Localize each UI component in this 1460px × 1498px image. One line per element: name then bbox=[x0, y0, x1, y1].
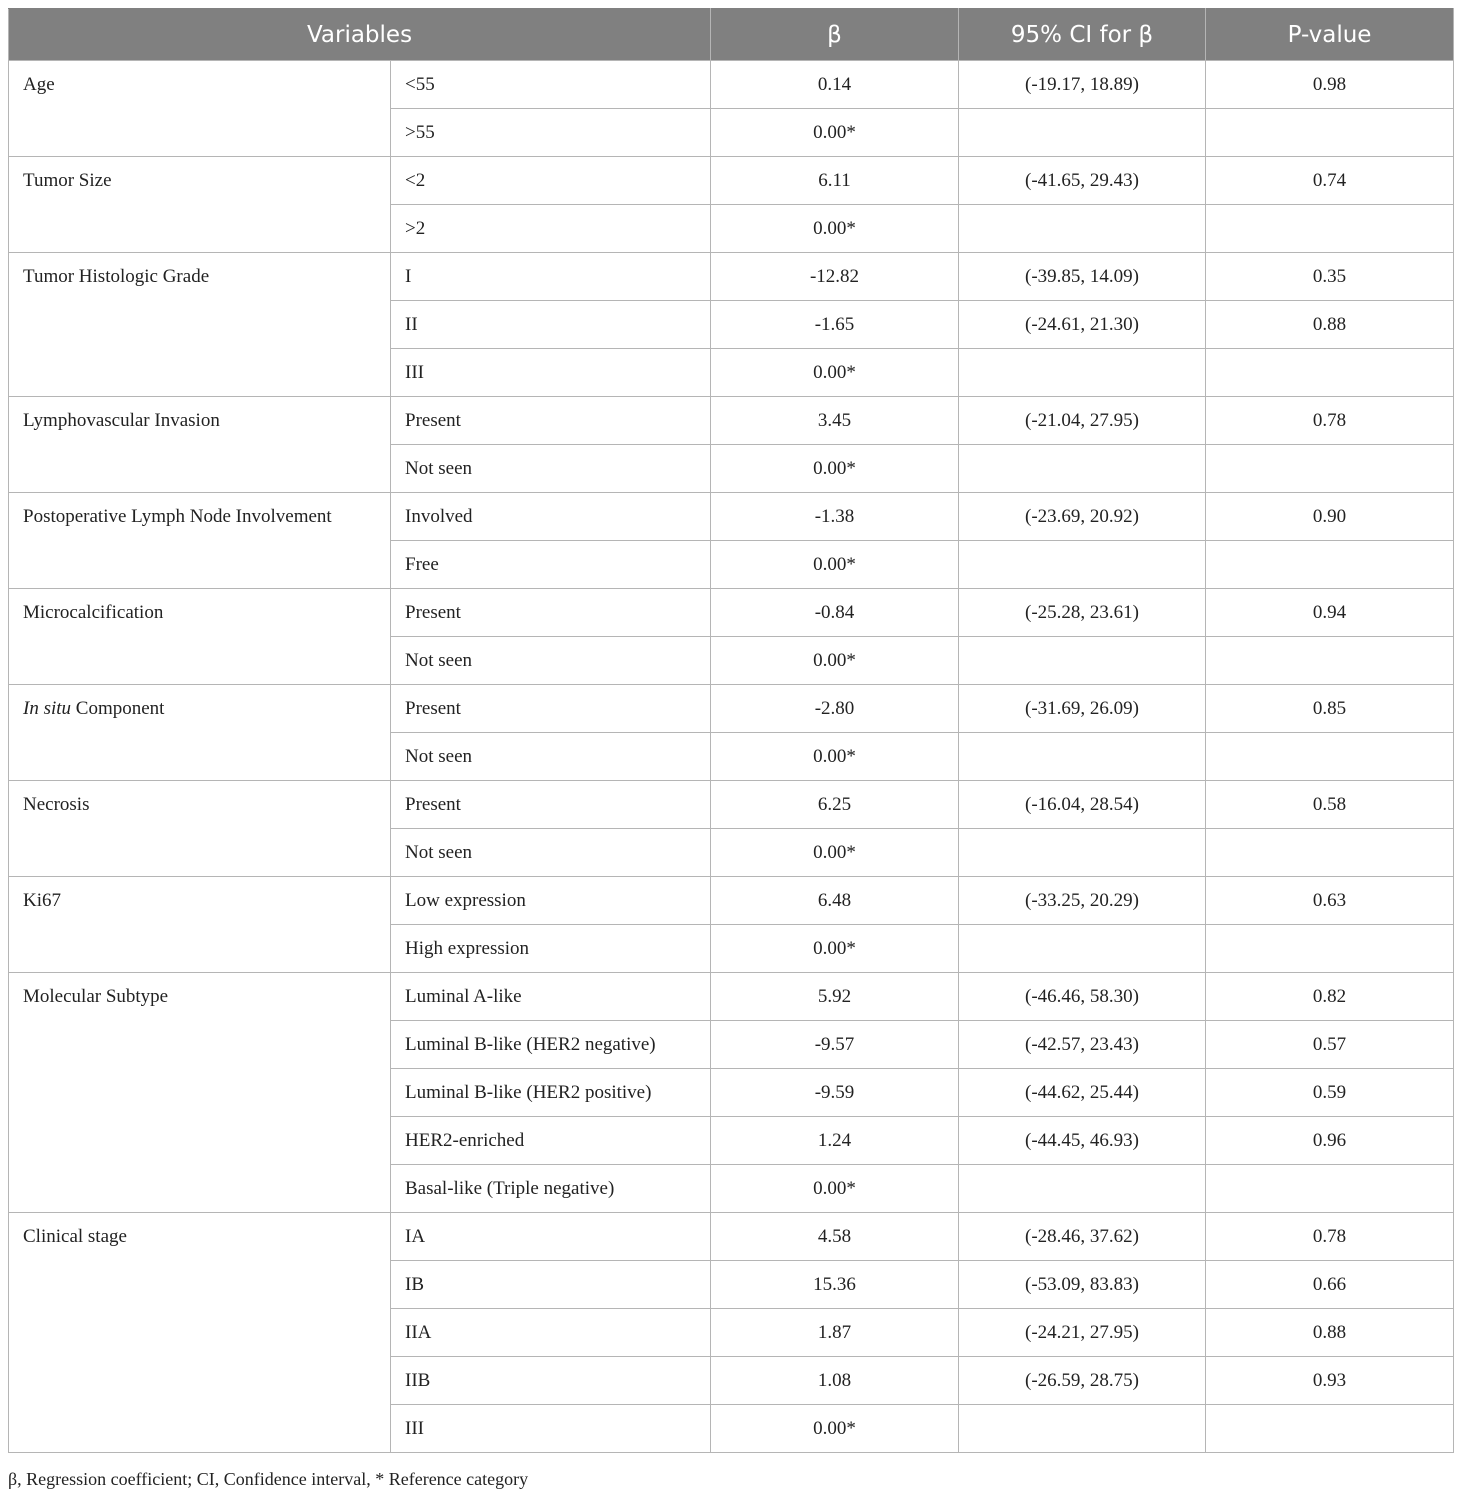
category-cell: Not seen bbox=[391, 829, 711, 877]
ci-cell: (-31.69, 26.09) bbox=[959, 685, 1206, 733]
ci-cell: (-39.85, 14.09) bbox=[959, 253, 1206, 301]
pvalue-cell bbox=[1206, 205, 1454, 253]
category-cell: High expression bbox=[391, 925, 711, 973]
pvalue-cell bbox=[1206, 349, 1454, 397]
pvalue-cell bbox=[1206, 109, 1454, 157]
header-variables: Variables bbox=[9, 9, 711, 61]
ci-cell bbox=[959, 829, 1206, 877]
category-cell: III bbox=[391, 349, 711, 397]
ci-cell bbox=[959, 445, 1206, 493]
beta-cell: 0.00* bbox=[711, 445, 959, 493]
beta-cell: 3.45 bbox=[711, 397, 959, 445]
table-row bbox=[9, 781, 1454, 829]
table-row bbox=[9, 1213, 1454, 1261]
category-cell: <55 bbox=[391, 61, 711, 109]
beta-cell: -1.38 bbox=[711, 493, 959, 541]
ci-cell: (-24.61, 21.30) bbox=[959, 301, 1206, 349]
ci-cell: (-28.46, 37.62) bbox=[959, 1213, 1206, 1261]
beta-cell: 6.48 bbox=[711, 877, 959, 925]
ci-cell: (-42.57, 23.43) bbox=[959, 1021, 1206, 1069]
pvalue-cell: 0.63 bbox=[1206, 877, 1454, 925]
table-row bbox=[9, 493, 1454, 541]
table-row bbox=[9, 397, 1454, 445]
beta-cell: -9.57 bbox=[711, 1021, 959, 1069]
pvalue-cell bbox=[1206, 1405, 1454, 1453]
variable-cell: Molecular Subtype bbox=[9, 973, 391, 1213]
pvalue-cell: 0.35 bbox=[1206, 253, 1454, 301]
pvalue-cell bbox=[1206, 445, 1454, 493]
category-cell: IIB bbox=[391, 1357, 711, 1405]
beta-cell: 0.00* bbox=[711, 733, 959, 781]
beta-cell: 0.00* bbox=[711, 109, 959, 157]
category-cell: I bbox=[391, 253, 711, 301]
pvalue-cell: 0.66 bbox=[1206, 1261, 1454, 1309]
beta-cell: 0.14 bbox=[711, 61, 959, 109]
pvalue-cell: 0.85 bbox=[1206, 685, 1454, 733]
pvalue-cell: 0.59 bbox=[1206, 1069, 1454, 1117]
table-footnote: β, Regression coefficient; CI, Confidence interval, * Reference category bbox=[8, 1469, 529, 1489]
beta-cell: 15.36 bbox=[711, 1261, 959, 1309]
ci-cell: (-19.17, 18.89) bbox=[959, 61, 1206, 109]
beta-cell: -12.82 bbox=[711, 253, 959, 301]
category-cell: IIA bbox=[391, 1309, 711, 1357]
table-row bbox=[9, 685, 1454, 733]
variable-cell: Postoperative Lymph Node Involvement bbox=[9, 493, 391, 589]
pvalue-cell: 0.58 bbox=[1206, 781, 1454, 829]
category-cell: Present bbox=[391, 781, 711, 829]
pvalue-cell bbox=[1206, 637, 1454, 685]
ci-cell bbox=[959, 733, 1206, 781]
ci-cell bbox=[959, 205, 1206, 253]
pvalue-cell: 0.88 bbox=[1206, 301, 1454, 349]
category-cell: Present bbox=[391, 397, 711, 445]
variable-rest-part: Component bbox=[71, 698, 165, 719]
table-row bbox=[9, 253, 1454, 301]
pvalue-cell: 0.96 bbox=[1206, 1117, 1454, 1165]
beta-cell: -0.84 bbox=[711, 589, 959, 637]
variable-cell: Tumor Histologic Grade bbox=[9, 253, 391, 397]
ci-cell: (-25.28, 23.61) bbox=[959, 589, 1206, 637]
category-cell: IB bbox=[391, 1261, 711, 1309]
table-body bbox=[9, 61, 1454, 1453]
ci-cell bbox=[959, 109, 1206, 157]
beta-cell: 5.92 bbox=[711, 973, 959, 1021]
variable-cell: Tumor Size bbox=[9, 157, 391, 253]
category-cell: Not seen bbox=[391, 733, 711, 781]
table-row bbox=[9, 877, 1454, 925]
beta-cell: 0.00* bbox=[711, 829, 959, 877]
ci-cell: (-24.21, 27.95) bbox=[959, 1309, 1206, 1357]
variable-italic-part: In situ bbox=[23, 698, 72, 719]
variable-cell: Necrosis bbox=[9, 781, 391, 877]
pvalue-cell: 0.90 bbox=[1206, 493, 1454, 541]
category-cell: Luminal A-like bbox=[391, 973, 711, 1021]
ci-cell: (-21.04, 27.95) bbox=[959, 397, 1206, 445]
header-ci: 95% CI for β bbox=[959, 9, 1206, 61]
ci-cell: (-26.59, 28.75) bbox=[959, 1357, 1206, 1405]
category-cell: Involved bbox=[391, 493, 711, 541]
ci-cell bbox=[959, 637, 1206, 685]
variable-cell: Lymphovascular Invasion bbox=[9, 397, 391, 493]
table-row bbox=[9, 973, 1454, 1021]
category-cell: >2 bbox=[391, 205, 711, 253]
variable-cell: Ki67 bbox=[9, 877, 391, 973]
ci-cell bbox=[959, 541, 1206, 589]
category-cell: Present bbox=[391, 589, 711, 637]
category-cell: Not seen bbox=[391, 445, 711, 493]
ci-cell: (-44.62, 25.44) bbox=[959, 1069, 1206, 1117]
category-cell: Low expression bbox=[391, 877, 711, 925]
beta-cell: 0.00* bbox=[711, 925, 959, 973]
regression-table-container bbox=[8, 8, 1453, 1453]
variable-cell bbox=[9, 685, 391, 781]
beta-cell: 0.00* bbox=[711, 541, 959, 589]
beta-cell: 4.58 bbox=[711, 1213, 959, 1261]
variable-cell: Microcalcification bbox=[9, 589, 391, 685]
header-pvalue: P-value bbox=[1206, 9, 1454, 61]
ci-cell bbox=[959, 349, 1206, 397]
table-row bbox=[9, 157, 1454, 205]
beta-cell: 0.00* bbox=[711, 637, 959, 685]
pvalue-cell bbox=[1206, 541, 1454, 589]
variable-cell: Age bbox=[9, 61, 391, 157]
pvalue-cell bbox=[1206, 733, 1454, 781]
ci-cell bbox=[959, 925, 1206, 973]
pvalue-cell: 0.98 bbox=[1206, 61, 1454, 109]
category-cell: Free bbox=[391, 541, 711, 589]
beta-cell: 1.87 bbox=[711, 1309, 959, 1357]
beta-cell: 0.00* bbox=[711, 205, 959, 253]
regression-table bbox=[8, 8, 1454, 1453]
pvalue-cell bbox=[1206, 1165, 1454, 1213]
category-cell: Present bbox=[391, 685, 711, 733]
beta-cell: -1.65 bbox=[711, 301, 959, 349]
pvalue-cell: 0.78 bbox=[1206, 1213, 1454, 1261]
ci-cell bbox=[959, 1165, 1206, 1213]
beta-cell: 6.11 bbox=[711, 157, 959, 205]
beta-cell: 1.24 bbox=[711, 1117, 959, 1165]
beta-cell: 0.00* bbox=[711, 349, 959, 397]
beta-cell: 1.08 bbox=[711, 1357, 959, 1405]
category-cell: >55 bbox=[391, 109, 711, 157]
pvalue-cell: 0.57 bbox=[1206, 1021, 1454, 1069]
ci-cell: (-44.45, 46.93) bbox=[959, 1117, 1206, 1165]
category-cell: <2 bbox=[391, 157, 711, 205]
ci-cell: (-53.09, 83.83) bbox=[959, 1261, 1206, 1309]
category-cell: Basal-like (Triple negative) bbox=[391, 1165, 711, 1213]
ci-cell: (-16.04, 28.54) bbox=[959, 781, 1206, 829]
category-cell: III bbox=[391, 1405, 711, 1453]
ci-cell: (-23.69, 20.92) bbox=[959, 493, 1206, 541]
header-row bbox=[9, 9, 1454, 61]
category-cell: IA bbox=[391, 1213, 711, 1261]
pvalue-cell bbox=[1206, 925, 1454, 973]
beta-cell: 0.00* bbox=[711, 1405, 959, 1453]
category-cell: Not seen bbox=[391, 637, 711, 685]
header-beta: β bbox=[711, 9, 959, 61]
beta-cell: -9.59 bbox=[711, 1069, 959, 1117]
category-cell: HER2-enriched bbox=[391, 1117, 711, 1165]
category-cell: Luminal B-like (HER2 positive) bbox=[391, 1069, 711, 1117]
ci-cell: (-46.46, 58.30) bbox=[959, 973, 1206, 1021]
beta-cell: -2.80 bbox=[711, 685, 959, 733]
pvalue-cell: 0.93 bbox=[1206, 1357, 1454, 1405]
ci-cell: (-41.65, 29.43) bbox=[959, 157, 1206, 205]
category-cell: II bbox=[391, 301, 711, 349]
variable-cell: Clinical stage bbox=[9, 1213, 391, 1453]
ci-cell bbox=[959, 1405, 1206, 1453]
table-row bbox=[9, 61, 1454, 109]
pvalue-cell: 0.94 bbox=[1206, 589, 1454, 637]
pvalue-cell: 0.82 bbox=[1206, 973, 1454, 1021]
pvalue-cell: 0.78 bbox=[1206, 397, 1454, 445]
pvalue-cell bbox=[1206, 829, 1454, 877]
beta-cell: 0.00* bbox=[711, 1165, 959, 1213]
ci-cell: (-33.25, 20.29) bbox=[959, 877, 1206, 925]
pvalue-cell: 0.88 bbox=[1206, 1309, 1454, 1357]
beta-cell: 6.25 bbox=[711, 781, 959, 829]
pvalue-cell: 0.74 bbox=[1206, 157, 1454, 205]
table-header bbox=[9, 9, 1454, 61]
table-row bbox=[9, 589, 1454, 637]
category-cell: Luminal B-like (HER2 negative) bbox=[391, 1021, 711, 1069]
